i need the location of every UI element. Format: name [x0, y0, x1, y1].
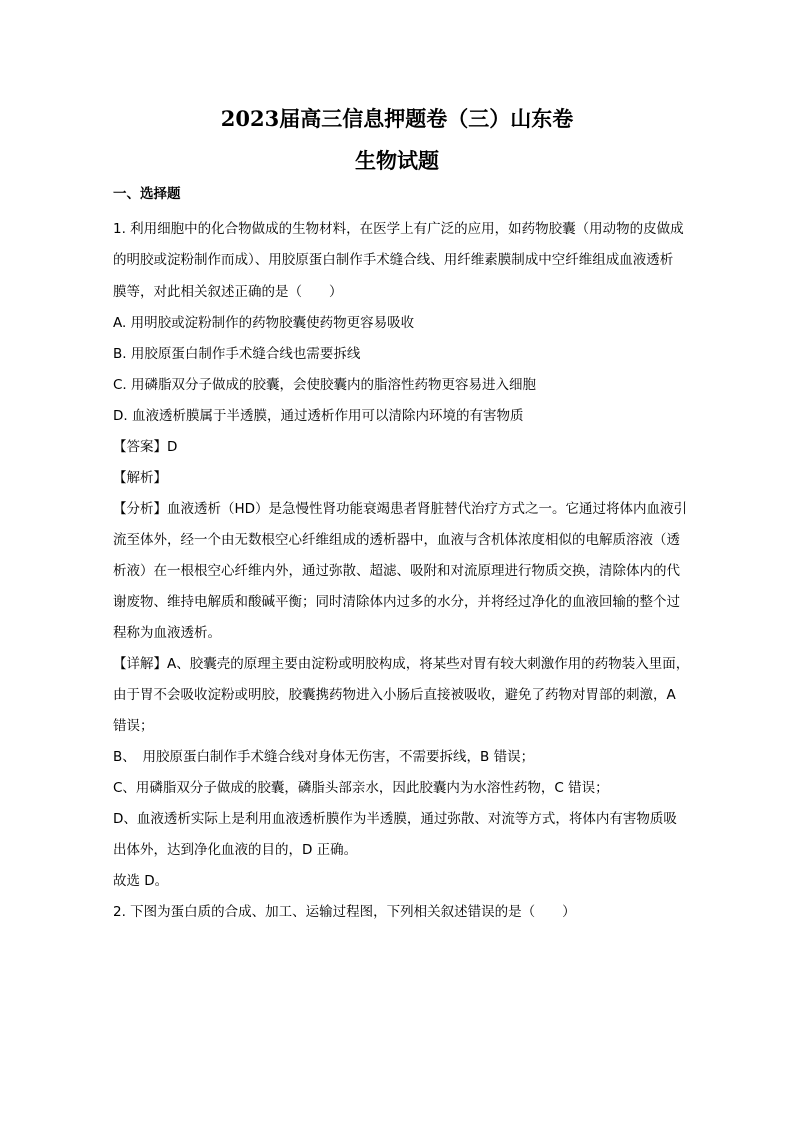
detail-line-3: 错误；: [113, 718, 154, 734]
analysis-line-5: 程称为血液透析。: [113, 625, 221, 641]
question-1-option-a: A. 用明胶或淀粉制作的药物胶囊使药物更容易吸收: [113, 315, 415, 331]
detail-line-1: 【详解】A、胶囊壳的原理主要由淀粉或明胶构成，将某些对胃有较大刺激作用的药物装入里面，: [113, 656, 690, 672]
document-subtitle: 生物试题: [355, 148, 439, 173]
section-heading: 一、选择题: [113, 186, 181, 202]
analysis-line-3: 析液）在一根根空心纤维内外，通过弥散、超滤、吸附和对流原理进行物质交换，清除体内的代: [113, 563, 680, 579]
question-1-option-c: C. 用磷脂双分子做成的胶囊，会使胶囊内的脂溶性药物更容易进入细胞: [113, 377, 537, 393]
conclusion-line: 故选 D。: [113, 873, 169, 889]
question-1-stem-line-3: 膜等，对此相关叙述正确的是（ ）: [113, 284, 343, 300]
question-1-stem-line-1: 1. 利用细胞中的化合物做成的生物材料，在医学上有广泛的应用，如药物胶囊（用动物的皮做成: [113, 221, 684, 237]
question-2-stem: 2. 下图为蛋白质的合成、加工、运输过程图，下列相关叙述错误的是（ ）: [113, 904, 576, 920]
question-1-option-d: D. 血液透析膜属于半透膜，通过透析作用可以清除内环境的有害物质: [113, 408, 524, 424]
question-1-stem-line-2: 的明胶或淀粉制作而成）、用胶原蛋白制作手术缝合线、用纤维素膜制成中空纤维组成血液透析: [113, 252, 674, 268]
detail-line-2: 由于胃不会吸收淀粉或明胶，胶囊携药物进入小肠后直接被吸收，避免了药物对胃部的刺激，A: [113, 687, 676, 703]
detail-line-c: C、用磷脂双分子做成的胶囊，磷脂头部亲水，因此胶囊内为水溶性药物，C 错误；: [113, 780, 609, 796]
answer-label: 【答案】D: [113, 439, 178, 455]
document-title: 2023届高三信息押题卷（三）山东卷: [220, 106, 574, 131]
analysis-line-2: 流至体外，经一个由无数根空心纤维组成的透析器中，血液与含机体浓度相似的电解质溶液（透: [113, 532, 680, 548]
question-1-option-b: B. 用胶原蛋白制作手术缝合线也需要拆线: [113, 346, 361, 362]
detail-line-d2: 出体外，达到净化血液的目的，D 正确。: [113, 842, 358, 858]
analysis-line-1: 【分析】血液透析（HD）是急慢性肾功能衰竭患者肾脏替代治疗方式之一。它通过将体内血液引: [113, 501, 688, 517]
explanation-label: 【解析】: [113, 470, 167, 486]
analysis-line-4: 谢废物、维持电解质和酸碱平衡；同时清除体内过多的水分，并将经过净化的血液回输的整个过: [113, 594, 680, 610]
detail-line-b: B、 用胶原蛋白制作手术缝合线对身体无伤害，不需要拆线，B 错误；: [113, 749, 535, 765]
detail-line-d1: D、血液透析实际上是利用血液透析膜作为半透膜，通过弥散、对流等方式，将体内有害物质吸: [113, 811, 677, 827]
